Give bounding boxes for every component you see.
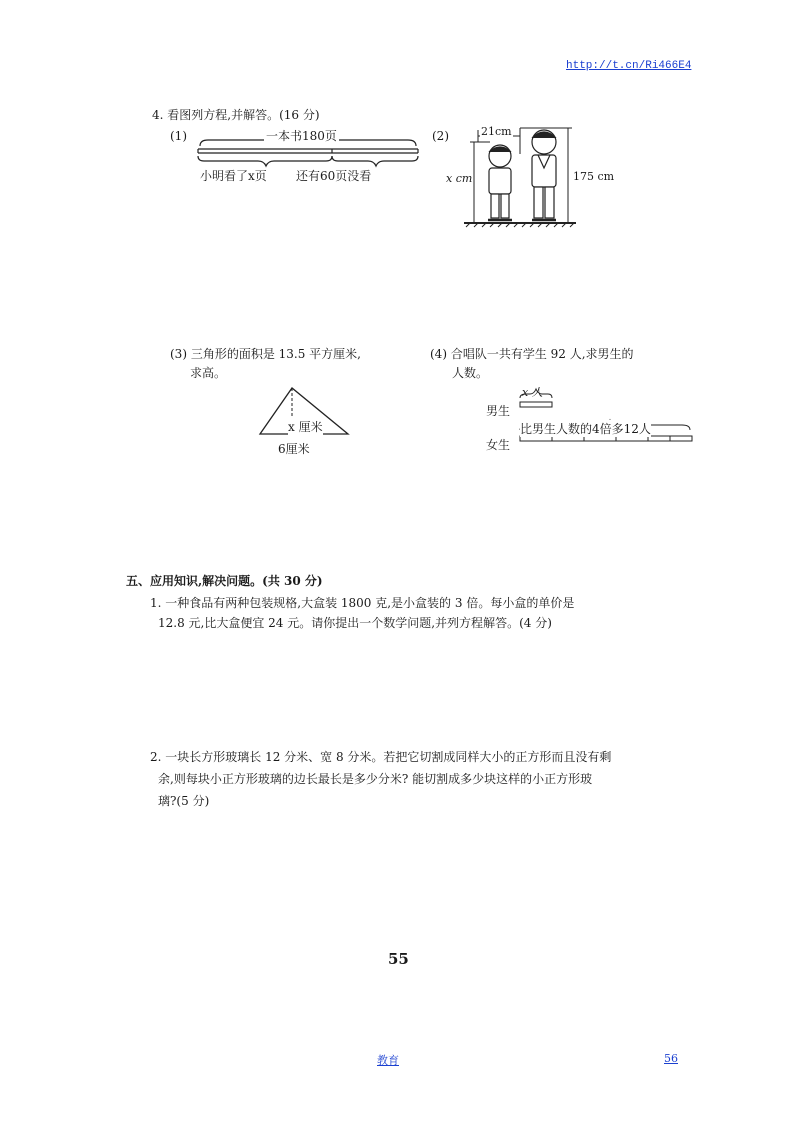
tall-height-label: 175 cm [573, 170, 615, 183]
pages-left-label: 还有60页没看 [296, 169, 372, 183]
width-label: 21cm [481, 125, 512, 138]
footer-link-education[interactable]: 教育 [377, 1054, 399, 1067]
q4-part3-text-line2: 求高。 [190, 366, 227, 380]
q4-part1-number: (1) [170, 129, 187, 143]
source-link[interactable]: http://t.cn/Ri466E4 [566, 60, 692, 72]
short-boy-figure [488, 145, 512, 220]
book-total-label: 一本书180页 [266, 129, 337, 143]
page-number: 55 [388, 950, 409, 968]
girls-relation-label: 比男生人数的4倍多12人 [520, 422, 651, 436]
s5-q1-line1: 1. 一种食品有两种包装规格,大盒装 1800 克,是小盒装的 3 倍。每小盒的单价是 [150, 596, 575, 610]
section-5-title: 五、应用知识,解决问题。(共 30 分) [126, 574, 323, 588]
s5-q2-line3: 璃?(5 分) [158, 794, 210, 808]
s5-q1-line2: 12.8 元,比大盒便宜 24 元。请你提出一个数学问题,并列方程解答。(4 分) [158, 616, 552, 630]
q4-part3-text-line1: (3) 三角形的面积是 13.5 平方厘米, [170, 347, 361, 361]
boys-count-label: x 人 [522, 386, 543, 399]
triangle-height-label: x 厘米 [288, 420, 323, 434]
question-4-title: 4. 看图列方程,并解答。(16 分) [152, 108, 320, 122]
q4-part4-text-line1: (4) 合唱队一共有学生 92 人,求男生的 [430, 347, 634, 361]
q4-part4-text-line2: 人数。 [452, 366, 489, 380]
footer-page-link[interactable]: 56 [664, 1052, 678, 1065]
short-height-label: x cm [446, 172, 473, 185]
girls-label: 女生 [486, 438, 511, 452]
pages-read-label: 小明看了x页 [200, 169, 267, 183]
tall-boy-figure [532, 130, 556, 220]
q4-part2-number: (2) [432, 129, 449, 143]
right-brace [332, 156, 418, 166]
triangle-base-label: 6厘米 [278, 442, 310, 456]
s5-q2-line2: 余,则每块小正方形玻璃的边长最长是多少分米? 能切割成多少块这样的小正方形玻 [158, 772, 593, 786]
boys-label: 男生 [486, 404, 511, 418]
s5-q2-line1: 2. 一块长方形玻璃长 12 分米、宽 8 分米。若把它切割成同样大小的正方形而且没有剩 [150, 750, 612, 764]
left-brace [198, 156, 332, 166]
